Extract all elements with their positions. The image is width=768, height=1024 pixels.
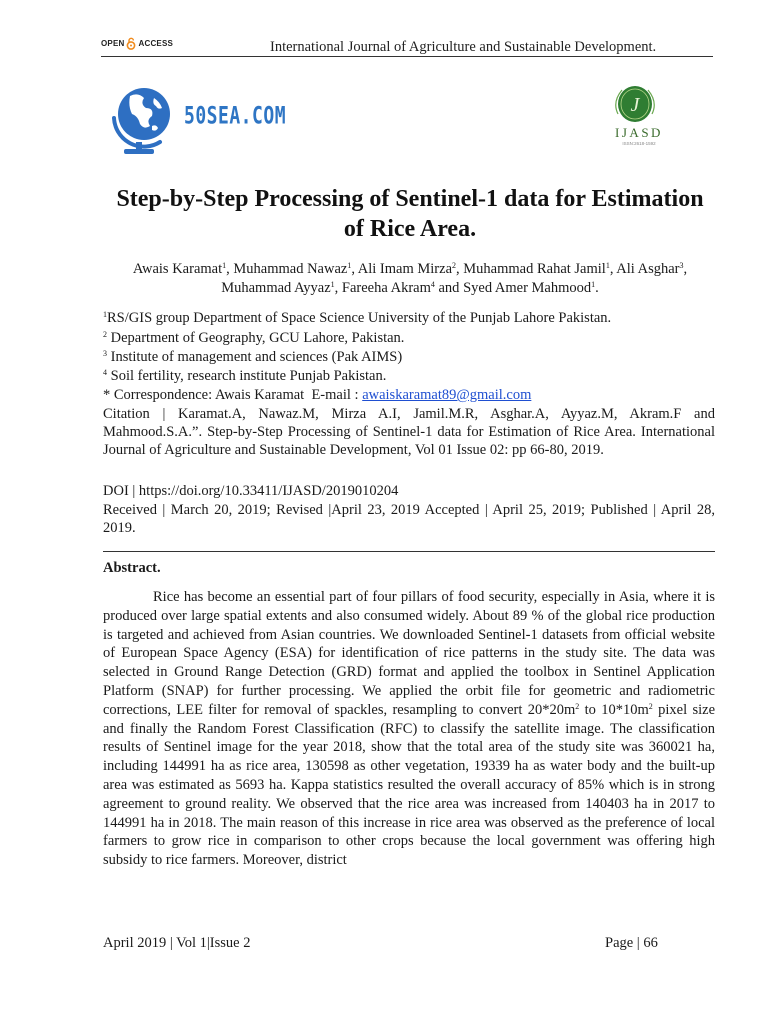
- author-sup: 1: [347, 261, 352, 270]
- footer-issue-info: April 2019 | Vol 1|Issue 2: [103, 935, 251, 951]
- email-link[interactable]: awaiskaramat89@gmail.com: [362, 387, 532, 403]
- affiliation-4: [103, 367, 715, 385]
- citation-block: Citation | Karamat.A, Nawaz.M, Mirza A.I, Jamil.M.R, Asghar.A, Ayyaz.M, Akram.F and Mahmood.S.A.”. Step-by-Step Processing of Sentinel-1 data for Estimation of Rice Area. International Journal of Agriculture and Sustainable Development, Vol 01 Issue 02: pp 66-80, 2019.: [103, 406, 715, 458]
- author-name: Fareeha Akram: [341, 280, 431, 296]
- footer-page-number: Page | 66: [605, 935, 658, 951]
- correspondence: [103, 386, 715, 404]
- author-name: Ali Asghar: [616, 261, 680, 277]
- doi-line[interactable]: DOI | https://doi.org/10.33411/IJASD/2019010204: [103, 483, 399, 499]
- author-sup: 4: [430, 280, 435, 289]
- journal-issn: ISSN:2618-1592: [622, 141, 656, 146]
- abstract-body: Rice has become an essential part of four pillars of food security, especially in Asia, where it is produced over large spatial extents and also consumed widely. About 89 % of the global rice production is targeted and achieved from Asian countries. We downloaded Sentinel-1 datasets from official website of European Space Agency (ESA) for identification of rice patterns in the study site. The data was selected in Ground Range Detection (GRD) format and applied the toolbox in Sentinel Application Platform (SNAP) for further processing. We applied the orbit file for geometric and radiometric corrections, LEE filter for removal of spackles, resampling to convert $20*20m^2$ to $10*10m^2$ pixel size and finally the Random Forest Classification (RFC) to classify the satellite image. The classification results of Sentinel image for the year 2018, show that the total area of the study site was 360021 ha, including 144991 ha as rice area, 130598 as other vegetation, 19339 ha as water body and the built-up area was estimated as 5693 ha. Kappa statistics resulted the overall accuracy of 85% which is in strong agreement to ground reality. We observed that the rice area was increased from 140403 ha in 2017 to 144991 ha in 2018. The main reason of this increase in rice area was observed as the preference of local farmers to grow rice in comparison to other crops because the local government was offering high subsidy to rice farmers. Moreover, district: [103, 589, 716, 869]
- affiliation-3: [103, 348, 715, 366]
- paper-title: Step-by-Step Processing of Sentinel-1 data for Estimation of Rice Area.: [116, 186, 704, 242]
- author-name: Ali Imam Mirza: [357, 261, 453, 277]
- dates-line: Received | March 20, 2019; Revised |April 23, 2019 Accepted | April 25, 2019; Published | April 28, 2019.: [103, 502, 715, 536]
- affiliation-2: [103, 329, 715, 347]
- journal-emblem-icon: [612, 84, 658, 124]
- author-sup: 1: [591, 280, 596, 289]
- author-name: Muhammad Rahat Jamil: [463, 261, 606, 277]
- open-access-logo: [101, 34, 173, 52]
- affiliation-sup: 4: [103, 368, 107, 377]
- author-name: Muhammad Nawaz: [233, 261, 348, 277]
- author-sup: 1: [222, 261, 227, 270]
- journal-header-title: International Journal of Agriculture and Sustainable Development.: [270, 39, 657, 55]
- author-name: Muhammad Ayyaz: [221, 280, 331, 296]
- abstract-divider: [103, 551, 715, 552]
- globe-logo-icon: [108, 82, 178, 156]
- author-name: Awais Karamat: [132, 261, 223, 277]
- affiliation-text: Soil fertility, research institute Punjab Pakistan.: [107, 368, 387, 384]
- author-sup: 1: [605, 261, 610, 270]
- correspondence-prefix: * Correspondence: Awais Karamat E-mail :: [103, 387, 363, 403]
- abstract-heading: Abstract.: [103, 560, 161, 576]
- author-sup: 1: [330, 280, 335, 289]
- affiliation-text: RS/GIS group Department of Space Science University of the Punjab Lahore Pakistan.: [107, 310, 612, 326]
- affiliation-text: Institute of management and sciences (Pak AIMS): [107, 349, 403, 365]
- author-list: Awais Karamat$^1$, Muhammad Nawaz$^1$, Ali Imam Mirza$^2$, Muhammad Rahat Jamil$^1$, Ali Asghar$^3$, Muhammad Ayyaz$^1$, Fareeha Akram$^4$ and Syed Amer Mahmood$^1$.: [132, 261, 688, 296]
- affiliation-1: [103, 309, 715, 327]
- publisher-logo-text: 50SEA.COM: [184, 102, 287, 131]
- affiliation-text: Department of Geography, GCU Lahore, Pakistan.: [107, 330, 405, 346]
- affiliation-sup: 2: [103, 330, 107, 339]
- open-lock-icon: [126, 37, 136, 50]
- open-access-left-text: OPEN: [101, 38, 125, 48]
- header-divider: [101, 56, 713, 57]
- author-sup: 2: [452, 261, 457, 270]
- author-name: Syed Amer Mahmood: [463, 280, 592, 296]
- journal-emblem-letter: J: [630, 94, 640, 116]
- journal-abbrev: IJASD: [615, 125, 663, 140]
- author-sup: 3: [679, 261, 684, 270]
- open-access-right-text: ACCESS: [138, 38, 174, 48]
- affiliation-sup: 1: [103, 310, 107, 319]
- affiliation-sup: 3: [103, 349, 107, 358]
